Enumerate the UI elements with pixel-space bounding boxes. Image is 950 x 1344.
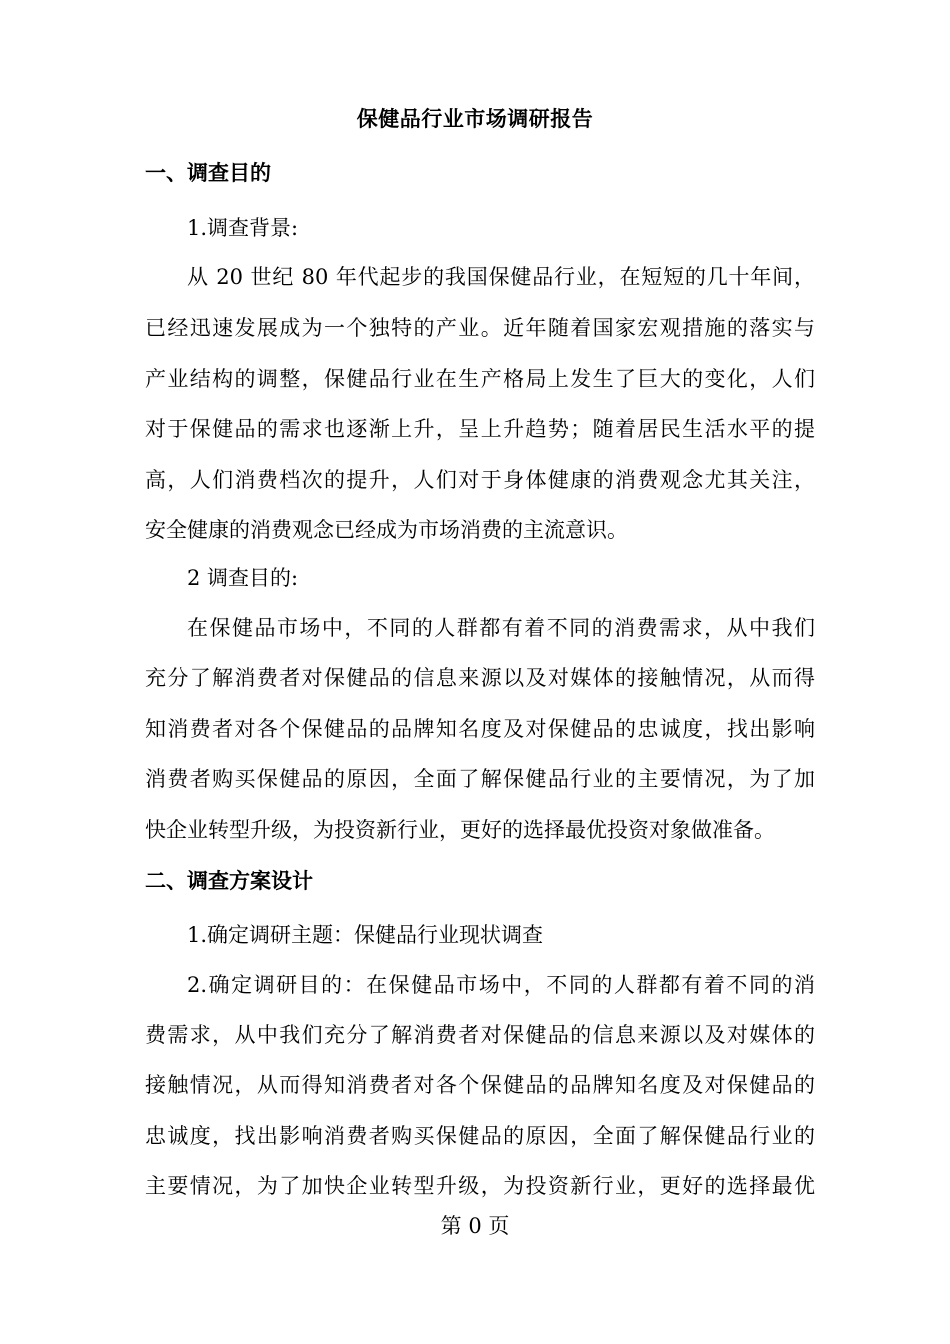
paragraph-line: 快企业转型升级，为投资新行业，更好的选择最优投资对象做准备。 — [145, 818, 775, 842]
paragraph-line: 充分了解消费者对保健品的信息来源以及对媒体的接触情况，从而得 — [145, 666, 815, 690]
paragraph-line: 主要情况，为了加快企业转型升级，为投资新行业，更好的选择最优 — [145, 1174, 815, 1198]
subsection-label-purpose: 2 调查目的: — [187, 566, 299, 590]
paragraph-line: 安全健康的消费观念已经成为市场消费的主流意识。 — [145, 518, 628, 542]
section-heading-purpose: 一、调查目的 — [145, 160, 271, 185]
paragraph-line: 消费者购买保健品的原因，全面了解保健品行业的主要情况，为了加 — [145, 767, 815, 791]
subsection-label-background: 1.调查背景: — [187, 216, 299, 240]
section-heading-design: 二、调查方案设计 — [145, 868, 313, 893]
paragraph-line: 从 20 世纪 80 年代起步的我国保健品行业，在短短的几十年间， — [187, 265, 815, 289]
paragraph-line: 费需求，从中我们充分了解消费者对保健品的信息来源以及对媒体的 — [145, 1023, 815, 1047]
list-item-topic: 1.确定调研主题：保健品行业现状调查 — [187, 923, 544, 947]
paragraph-line: 高，人们消费档次的提升，人们对于身体健康的消费观念尤其关注， — [145, 468, 815, 492]
paragraph-line: 忠诚度，找出影响消费者购买保健品的原因，全面了解保健品行业的 — [145, 1124, 815, 1148]
paragraph-line: 2.确定调研目的：在保健品市场中，不同的人群都有着不同的消 — [187, 973, 815, 997]
paragraph-line: 对于保健品的需求也逐渐上升，呈上升趋势；随着居民生活水平的提 — [145, 417, 815, 441]
paragraph-line: 接触情况，从而得知消费者对各个保健品的品牌知名度及对保健品的 — [145, 1073, 815, 1097]
paragraph-line: 知消费者对各个保健品的品牌知名度及对保健品的忠诚度，找出影响 — [145, 717, 815, 741]
paragraph-line: 产业结构的调整，保健品行业在生产格局上发生了巨大的变化，人们 — [145, 367, 815, 391]
document-title: 保健品行业市场调研报告 — [356, 106, 594, 131]
page-number: 第 0 页 — [440, 1214, 510, 1238]
paragraph-line: 在保健品市场中，不同的人群都有着不同的消费需求，从中我们 — [187, 616, 815, 640]
paragraph-line: 已经迅速发展成为一个独特的产业。近年随着国家宏观措施的落实与 — [145, 316, 815, 340]
